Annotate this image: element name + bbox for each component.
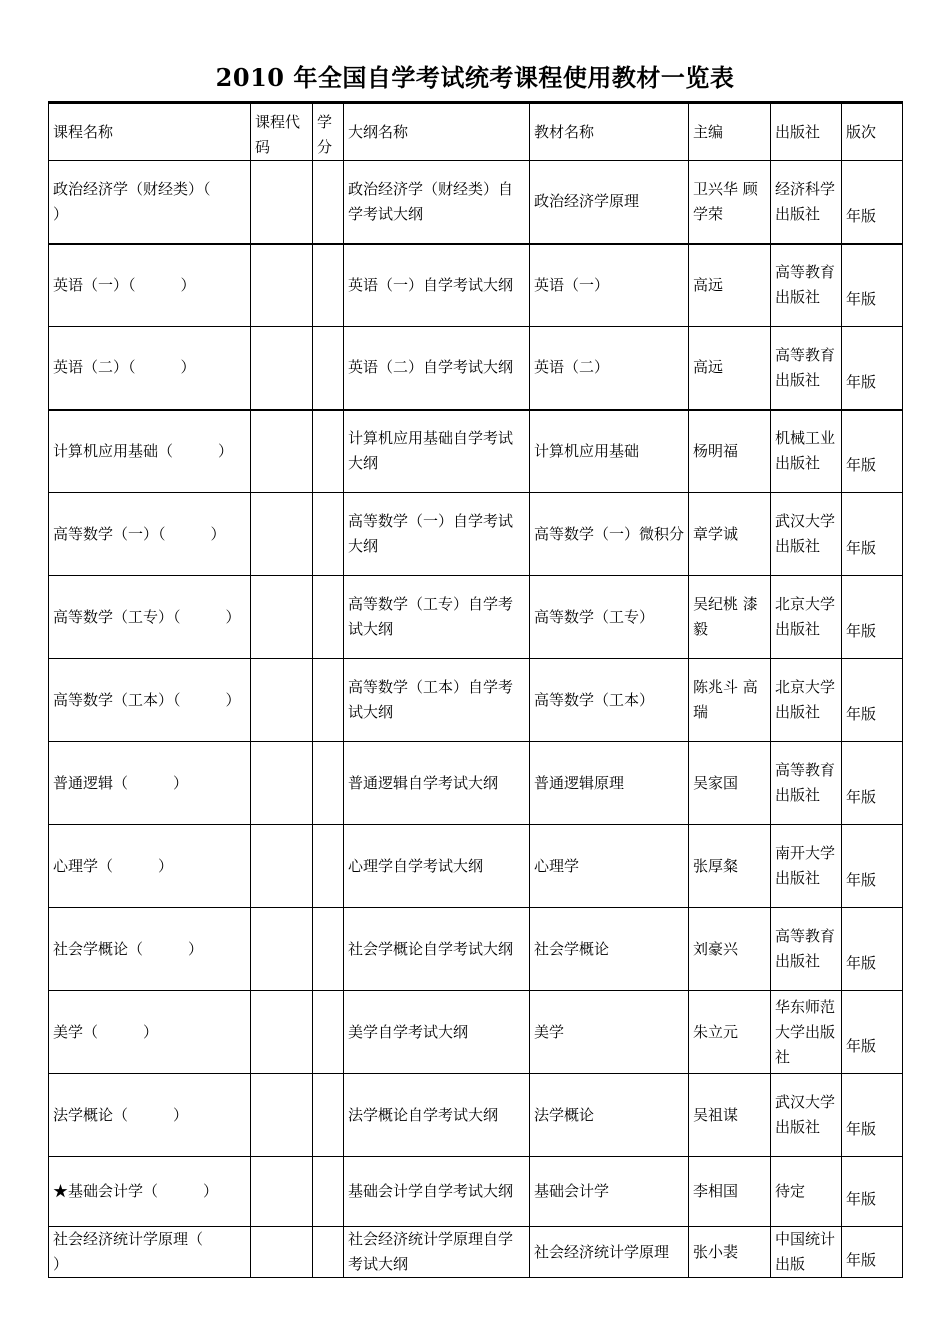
course-name-cell: 英语（二）（ ） <box>49 327 251 410</box>
edition-cell: 年版 <box>842 327 903 410</box>
course-name-cell: 普通逻辑（ ） <box>49 742 251 825</box>
textbook-cell: 社会经济统计学原理 <box>530 1227 689 1278</box>
header-course-code: 课程代码 <box>251 103 313 161</box>
edition-cell: 年版 <box>842 493 903 576</box>
table-row <box>49 493 903 576</box>
edition-cell: 年版 <box>842 659 903 742</box>
publisher-cell: 高等教育出版社 <box>771 742 842 825</box>
course-code-cell <box>251 1227 313 1278</box>
edition-cell: 年版 <box>842 742 903 825</box>
credits-cell <box>313 1157 344 1227</box>
editor-cell: 张厚粲 <box>689 825 771 908</box>
course-name-cell: 法学概论（ ） <box>49 1074 251 1157</box>
publisher-cell: 北京大学出版社 <box>771 576 842 659</box>
syllabus-cell: 普通逻辑自学考试大纲 <box>344 742 530 825</box>
edition-cell: 年版 <box>842 1227 903 1278</box>
course-code-cell <box>251 410 313 493</box>
edition-cell: 年版 <box>842 825 903 908</box>
syllabus-cell: 英语（二）自学考试大纲 <box>344 327 530 410</box>
publisher-cell: 经济科学出版社 <box>771 161 842 244</box>
page-title: 2010 年全国自学考试统考课程使用教材一览表 <box>215 63 735 92</box>
textbook-cell: 普通逻辑原理 <box>530 742 689 825</box>
editor-cell: 章学诚 <box>689 493 771 576</box>
header-edition: 版次 <box>842 103 903 161</box>
table-row <box>49 742 903 825</box>
course-code-cell <box>251 991 313 1074</box>
course-name-cell: 计算机应用基础（ ） <box>49 410 251 493</box>
course-name-cell: 英语（一）（ ） <box>49 244 251 327</box>
credits-cell <box>313 576 344 659</box>
publisher-cell: 高等教育出版社 <box>771 244 842 327</box>
editor-cell: 刘豪兴 <box>689 908 771 991</box>
course-code-cell <box>251 659 313 742</box>
publisher-cell: 高等教育出版社 <box>771 908 842 991</box>
edition-cell: 年版 <box>842 991 903 1074</box>
editor-cell: 吴祖谋 <box>689 1074 771 1157</box>
course-code-cell <box>251 244 313 327</box>
credits-cell <box>313 991 344 1074</box>
course-name-cell: 高等数学（工本）（ ） <box>49 659 251 742</box>
syllabus-cell: 心理学自学考试大纲 <box>344 825 530 908</box>
editor-cell: 卫兴华 顾学荣 <box>689 161 771 244</box>
syllabus-cell: 高等数学（一）自学考试大纲 <box>344 493 530 576</box>
course-code-cell <box>251 908 313 991</box>
syllabus-cell: 社会学概论自学考试大纲 <box>344 908 530 991</box>
publisher-cell: 中国统计出版 <box>771 1227 842 1278</box>
syllabus-cell: 美学自学考试大纲 <box>344 991 530 1074</box>
course-name-cell: 高等数学（工专）（ ） <box>49 576 251 659</box>
table-row <box>49 161 903 244</box>
edition-cell: 年版 <box>842 908 903 991</box>
publisher-cell: 机械工业出版社 <box>771 410 842 493</box>
header-course-name: 课程名称 <box>49 103 251 161</box>
course-code-cell <box>251 327 313 410</box>
editor-cell: 张小裴 <box>689 1227 771 1278</box>
syllabus-cell: 计算机应用基础自学考试大纲 <box>344 410 530 493</box>
table-row <box>49 1157 903 1227</box>
header-textbook: 教材名称 <box>530 103 689 161</box>
course-code-cell <box>251 493 313 576</box>
textbook-cell: 政治经济学原理 <box>530 161 689 244</box>
publisher-cell: 华东师范大学出版社 <box>771 991 842 1074</box>
syllabus-cell: 高等数学（工本）自学考试大纲 <box>344 659 530 742</box>
publisher-cell: 北京大学出版社 <box>771 659 842 742</box>
publisher-cell: 高等教育出版社 <box>771 327 842 410</box>
header-row <box>49 103 903 161</box>
syllabus-cell: 政治经济学（财经类）自学考试大纲 <box>344 161 530 244</box>
course-code-cell <box>251 1157 313 1227</box>
textbook-cell: 法学概论 <box>530 1074 689 1157</box>
textbook-cell: 美学 <box>530 991 689 1074</box>
publisher-cell: 待定 <box>771 1157 842 1227</box>
table-row <box>49 991 903 1074</box>
credits-cell <box>313 493 344 576</box>
edition-cell: 年版 <box>842 410 903 493</box>
editor-cell: 吴家国 <box>689 742 771 825</box>
edition-cell: 年版 <box>842 244 903 327</box>
table-row <box>49 244 903 327</box>
table-row <box>49 410 903 493</box>
textbook-cell: 高等数学（工专） <box>530 576 689 659</box>
syllabus-cell: 高等数学（工专）自学考试大纲 <box>344 576 530 659</box>
edition-cell: 年版 <box>842 576 903 659</box>
publisher-cell: 武汉大学出版社 <box>771 1074 842 1157</box>
syllabus-cell: 基础会计学自学考试大纲 <box>344 1157 530 1227</box>
course-code-cell <box>251 576 313 659</box>
textbook-cell: 高等数学（一）微积分 <box>530 493 689 576</box>
editor-cell: 高远 <box>689 244 771 327</box>
edition-cell: 年版 <box>842 161 903 244</box>
editor-cell: 杨明福 <box>689 410 771 493</box>
table-row <box>49 825 903 908</box>
textbook-cell: 英语（一） <box>530 244 689 327</box>
course-code-cell <box>251 742 313 825</box>
syllabus-cell: 社会经济统计学原理自学考试大纲 <box>344 1227 530 1278</box>
publisher-cell: 南开大学出版社 <box>771 825 842 908</box>
header-syllabus: 大纲名称 <box>344 103 530 161</box>
table-row <box>49 908 903 991</box>
header-editor: 主编 <box>689 103 771 161</box>
course-textbook-table <box>48 101 903 1278</box>
textbook-cell: 计算机应用基础 <box>530 410 689 493</box>
textbook-cell: 英语（二） <box>530 327 689 410</box>
credits-cell <box>313 327 344 410</box>
course-name-cell: 心理学（ ） <box>49 825 251 908</box>
textbook-cell: 高等数学（工本） <box>530 659 689 742</box>
editor-cell: 陈兆斗 高 瑞 <box>689 659 771 742</box>
table-row <box>49 327 903 410</box>
table-row <box>49 659 903 742</box>
credits-cell <box>313 659 344 742</box>
course-name-cell: 社会学概论（ ） <box>49 908 251 991</box>
header-credits: 学分 <box>313 103 344 161</box>
credits-cell <box>313 825 344 908</box>
credits-cell <box>313 1074 344 1157</box>
table-row <box>49 1227 903 1278</box>
credits-cell <box>313 244 344 327</box>
credits-cell <box>313 1227 344 1278</box>
publisher-cell: 武汉大学出版社 <box>771 493 842 576</box>
course-code-cell <box>251 1074 313 1157</box>
textbook-cell: 心理学 <box>530 825 689 908</box>
table-row <box>49 1074 903 1157</box>
credits-cell <box>313 908 344 991</box>
credits-cell <box>313 161 344 244</box>
course-code-cell <box>251 825 313 908</box>
textbook-cell: 社会学概论 <box>530 908 689 991</box>
credits-cell <box>313 742 344 825</box>
edition-cell: 年版 <box>842 1074 903 1157</box>
course-name-cell: 美学（ ） <box>49 991 251 1074</box>
course-name-cell: 高等数学（一）（ ） <box>49 493 251 576</box>
course-name-cell: 政治经济学（财经类）（ ） <box>49 161 251 244</box>
edition-cell: 年版 <box>842 1157 903 1227</box>
credits-cell <box>313 410 344 493</box>
course-name-cell: ★基础会计学（ ） <box>49 1157 251 1227</box>
editor-cell: 吴纪桃 漆 毅 <box>689 576 771 659</box>
editor-cell: 朱立元 <box>689 991 771 1074</box>
course-name-cell: 社会经济统计学原理（ ） <box>49 1227 251 1278</box>
course-code-cell <box>251 161 313 244</box>
table-row <box>49 576 903 659</box>
header-publisher: 出版社 <box>771 103 842 161</box>
syllabus-cell: 英语（一）自学考试大纲 <box>344 244 530 327</box>
editor-cell: 高远 <box>689 327 771 410</box>
editor-cell: 李相国 <box>689 1157 771 1227</box>
syllabus-cell: 法学概论自学考试大纲 <box>344 1074 530 1157</box>
textbook-cell: 基础会计学 <box>530 1157 689 1227</box>
